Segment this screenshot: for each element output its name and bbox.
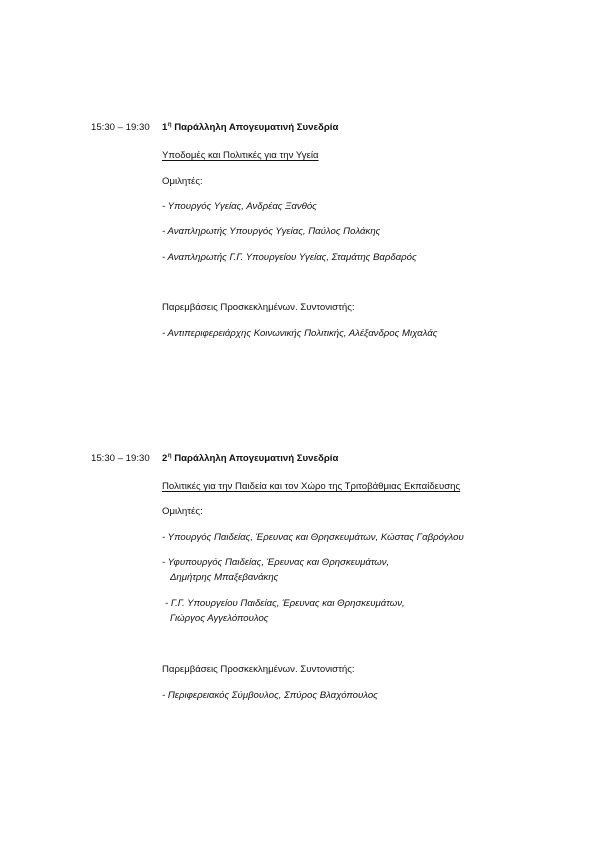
session-time: 15:30 – 19:30 [91,453,150,464]
speakers-label: Ομιλητές: [162,506,203,517]
session-subtitle: Πολιτικές για την Παιδεία και τον Χώρο της Τριτοβάθμιας Εκπαίδευσης [162,481,461,492]
session-subtitle: Υποδομές και Πολιτικές για την Υγεία [162,150,319,161]
moderator-item: - Αντιπεριφερειάρχης Κοινωνικής Πολιτικής, Αλέξανδρος Μιχαλάς [162,328,438,339]
speakers-label: Ομιλητές: [162,176,203,187]
speaker-item-continued: Δημήτρης Μπαξεβανάκης [170,572,279,583]
session-number-suffix: η [167,122,172,128]
session-title [162,453,338,464]
moderator-label: Παρεμβάσεις Προσκεκλημένων. Συντονιστής: [162,664,355,675]
moderator-item: - Περιφερειακός Σύμβουλος, Σπύρος Βλαχόπουλος [162,690,378,701]
moderator-label: Παρεμβάσεις Προσκεκλημένων. Συντονιστής: [162,302,355,313]
speaker-item: - Υπουργός Υγείας, Ανδρέας Ξανθός [162,201,317,212]
session-number: 1 [162,122,168,133]
session-title [162,122,338,133]
speaker-item: - Αναπληρωτής Υπουργός Υγείας, Παύλος Πολάκης [162,226,381,237]
speaker-item: - Υπουργός Παιδείας, Έρευνας και Θρησκευμάτων, Κώστας Γαβρόγλου [162,532,464,543]
speaker-item-continued: Γιώργος Αγγελόπουλος [170,613,269,624]
session-title-text: Παράλληλη Απογευματινή Συνεδρία [174,122,339,133]
session-number: 2 [162,453,168,464]
session-number-suffix: η [167,453,172,459]
speaker-item: - Γ.Γ. Υπουργείου Παιδείας, Έρευνας και Θρησκευμάτων, [165,598,405,609]
speaker-item: - Αναπληρωτής Γ.Γ. Υπουργείου Υγείας, Σταμάτης Βαρδαρός [162,252,417,263]
speaker-item: - Υφυπουργός Παιδείας, Έρευνας και Θρησκευμάτων, [162,557,390,568]
session-title-text: Παράλληλη Απογευματινή Συνεδρία [174,453,339,464]
session-time: 15:30 – 19:30 [91,122,150,133]
